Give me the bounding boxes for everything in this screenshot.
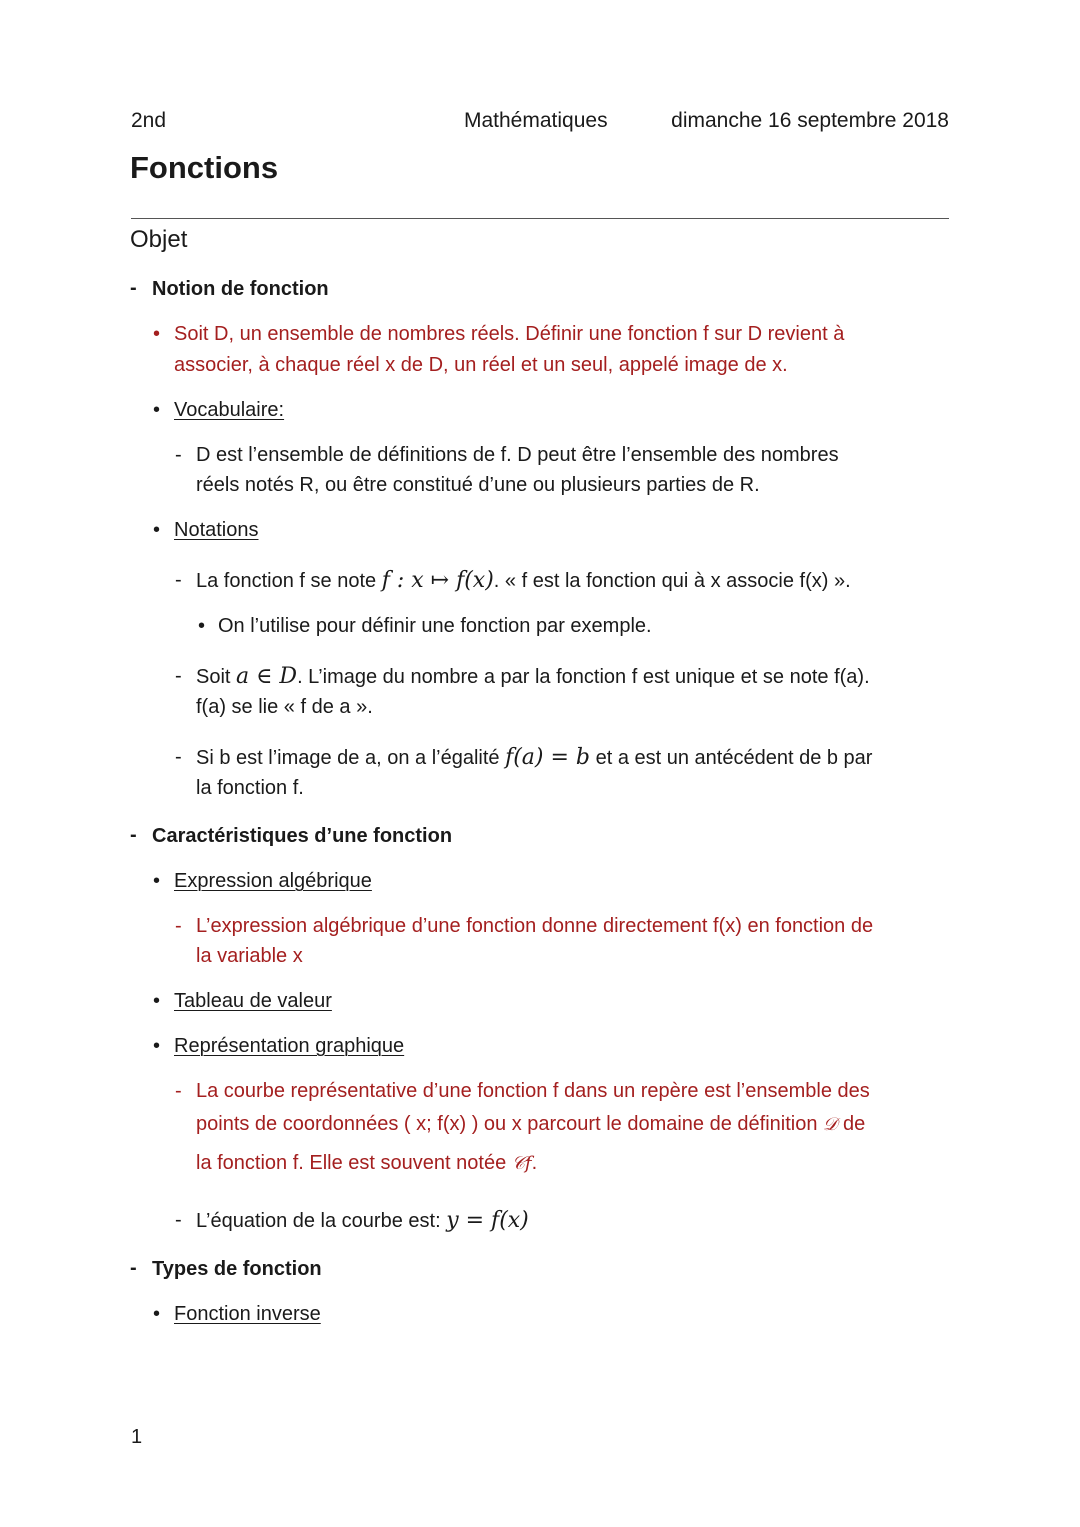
bullet-marker: • — [153, 323, 161, 345]
dash-marker: - — [175, 915, 182, 937]
notation-2 — [196, 661, 870, 693]
notation-2-text: Soit — [196, 666, 231, 688]
representation-line-1: La courbe représentative d’une fonction f dans un repère est l’ensemble des — [196, 1080, 870, 1102]
section-heading-notion: Notion de fonction — [152, 278, 329, 300]
representation-line-3-end: . — [531, 1152, 538, 1174]
curve-symbol: 𝒞f — [511, 1153, 532, 1174]
bullet-marker: • — [153, 870, 161, 892]
dash-marker: - — [175, 1209, 182, 1231]
definition-line-1: Soit D, un ensemble de nombres réels. Définir une fonction f sur D revient à — [174, 323, 845, 345]
section-heading-caracteristiques: Caractéristiques d’une fonction — [152, 825, 453, 847]
notations-label: Notations — [174, 519, 259, 541]
bullet-marker: • — [153, 1035, 161, 1057]
representation-label: Représentation graphique — [174, 1035, 405, 1057]
header-level: 2nd — [131, 109, 167, 132]
notation-3-text: Si b est l’image de a, on a l’égalité — [196, 747, 500, 769]
representation-line-2 — [196, 1109, 865, 1140]
notation-1-text: La fonction f se note — [196, 570, 377, 592]
expression-line-1: L’expression algébrique d’une fonction donne directement f(x) en fonction de — [196, 915, 874, 937]
dash-marker: - — [175, 665, 182, 687]
representation-line-2-text: points de coordonnées ( x; f(x) ) ou x parcourt le domaine de définition — [196, 1113, 818, 1135]
expression-line-2: la variable x — [196, 945, 303, 967]
representation-line-3-text: la fonction f. Elle est souvent notée — [196, 1152, 507, 1174]
vocab-line-1: D est l’ensemble de définitions de f. D peut être l’ensemble des nombres — [196, 444, 839, 466]
dash-marker: - — [175, 444, 182, 466]
section-title: Objet — [130, 226, 188, 253]
title-divider — [131, 218, 949, 219]
bullet-marker: • — [153, 519, 161, 541]
fonction-inverse-label: Fonction inverse — [174, 1303, 321, 1325]
notation-1-formula: f : x ↦ f(x) — [381, 568, 494, 593]
notation-1 — [196, 565, 851, 597]
equation-line — [196, 1205, 529, 1237]
tableau-label: Tableau de valeur — [174, 990, 332, 1012]
notation-3-line-2: la fonction f. — [196, 777, 304, 799]
bullet-marker: • — [153, 399, 161, 421]
vocab-line-2: réels notés R, ou être constitué d’une ou plusieurs parties de R. — [196, 474, 760, 496]
notation-1-sub: On l’utilise pour définir une fonction par exemple. — [218, 615, 652, 637]
dash-marker: - — [130, 824, 137, 846]
notation-1-text-after: . « f est la fonction qui à x associe f(x) ». — [493, 570, 851, 592]
dash-marker: - — [175, 569, 182, 591]
bullet-marker: • — [153, 1303, 161, 1325]
notation-3-formula: f(a) = b — [505, 745, 591, 770]
equation-formula: y = f(x) — [446, 1208, 529, 1233]
expression-label: Expression algébrique — [174, 870, 372, 892]
notation-2-line-2: f(a) se lie « f de a ». — [196, 696, 373, 718]
header-date: dimanche 16 septembre 2018 — [671, 109, 949, 132]
definition-line-2: associer, à chaque réel x de D, un réel et un seul, appelé image de x. — [174, 354, 788, 376]
bullet-marker: • — [153, 990, 161, 1012]
notation-3-text-after: et a est un antécédent de b par — [595, 747, 873, 769]
equation-text: L’équation de la courbe est: — [196, 1210, 441, 1232]
vocabulaire-label: Vocabulaire: — [174, 399, 285, 421]
notation-2-formula: a ∈ D — [236, 664, 298, 689]
dash-marker: - — [130, 1257, 137, 1279]
representation-line-2-end: de — [842, 1113, 866, 1135]
page-number: 1 — [131, 1426, 143, 1448]
notation-2-text-after: . L’image du nombre a par la fonction f est unique et se note f(a). — [297, 666, 870, 688]
dash-marker: - — [175, 1080, 182, 1102]
notation-3 — [196, 742, 872, 774]
representation-line-3 — [196, 1148, 537, 1179]
dash-marker: - — [130, 277, 137, 299]
domain-symbol: 𝒟 — [823, 1114, 838, 1135]
header-subject: Mathématiques — [464, 109, 608, 132]
dash-marker: - — [175, 746, 182, 768]
page-title: Fonctions — [130, 150, 279, 185]
section-heading-types: Types de fonction — [152, 1258, 322, 1280]
bullet-marker: • — [198, 615, 206, 637]
